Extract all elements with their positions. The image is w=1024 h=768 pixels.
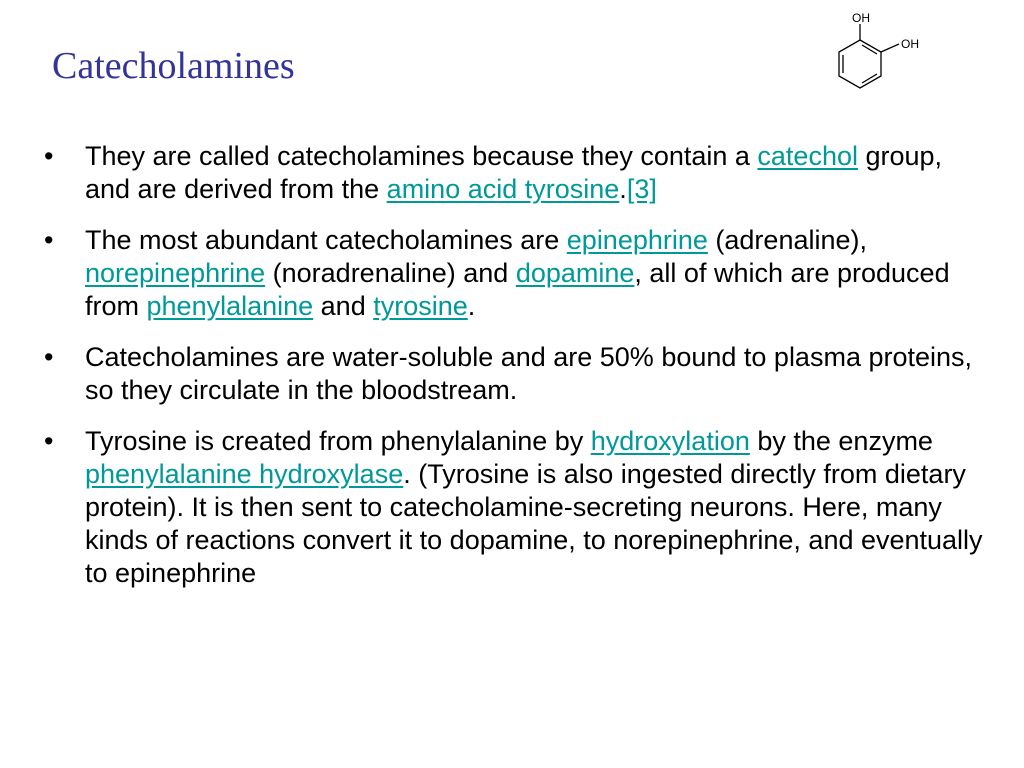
link-hydroxylation[interactable]: hydroxylation: [590, 426, 750, 456]
bullet-text: Tyrosine is created from phenylalanine by: [85, 426, 591, 456]
bullet-text: . (Tyrosine is also ingested directly from dietary protein). It is then sent to catecholamine-secreting neurons. Here, many kinds of reactions convert it to dopamine, to norepinephrine, and eventually to epinephrine: [85, 459, 983, 588]
link-tyrosine[interactable]: tyrosine: [373, 291, 468, 321]
bullet-text: and: [313, 291, 374, 321]
link-epinephrine[interactable]: epinephrine: [566, 225, 708, 255]
link-catechol[interactable]: catechol: [757, 141, 858, 171]
link-norepinephrine[interactable]: norepinephrine: [85, 258, 266, 288]
bullet-text: by the enzyme: [749, 426, 933, 456]
bullet-text: .: [467, 291, 476, 321]
bullet-text: Catecholamines are water-soluble and are 50% bound to plasma proteins, so they circulate in the bloodstream.: [85, 342, 973, 405]
bullet-item: [44, 140, 984, 206]
bullet-text: .: [619, 174, 627, 204]
bullet-item: [44, 224, 984, 323]
link-reference-3[interactable]: [3]: [626, 174, 657, 204]
slide-title: Catecholamines: [52, 45, 295, 87]
catechol-structure-diagram: [826, 6, 936, 106]
link-amino-acid-tyrosine[interactable]: amino acid tyrosine: [386, 174, 620, 204]
bullet-text: , all of which are produced from: [85, 258, 950, 321]
bullet-text: group, and are derived from the: [85, 141, 943, 204]
bullet-dot: •: [44, 342, 54, 372]
oh-label-right: OH: [901, 37, 919, 51]
oh-label-top: OH: [852, 11, 870, 25]
bullet-text: (adrenaline),: [707, 225, 867, 255]
bullet-text: They are called catecholamines because they contain a: [85, 141, 758, 171]
bullet-dot: •: [44, 225, 54, 255]
bullet-text: (noradrenaline) and: [265, 258, 516, 288]
bullet-text: The most abundant catecholamines are: [85, 225, 567, 255]
link-phenylalanine[interactable]: phenylalanine: [146, 291, 314, 321]
link-phenylalanine-hydroxylase[interactable]: phenylalanine hydroxylase: [85, 459, 404, 489]
link-dopamine[interactable]: dopamine: [515, 258, 635, 288]
benzene-ring: [839, 24, 899, 88]
bullet-item: [44, 341, 984, 407]
bullet-dot: •: [44, 426, 54, 456]
bullet-item: [44, 425, 984, 590]
bullet-dot: •: [44, 141, 54, 171]
bullet-list: [44, 140, 984, 608]
